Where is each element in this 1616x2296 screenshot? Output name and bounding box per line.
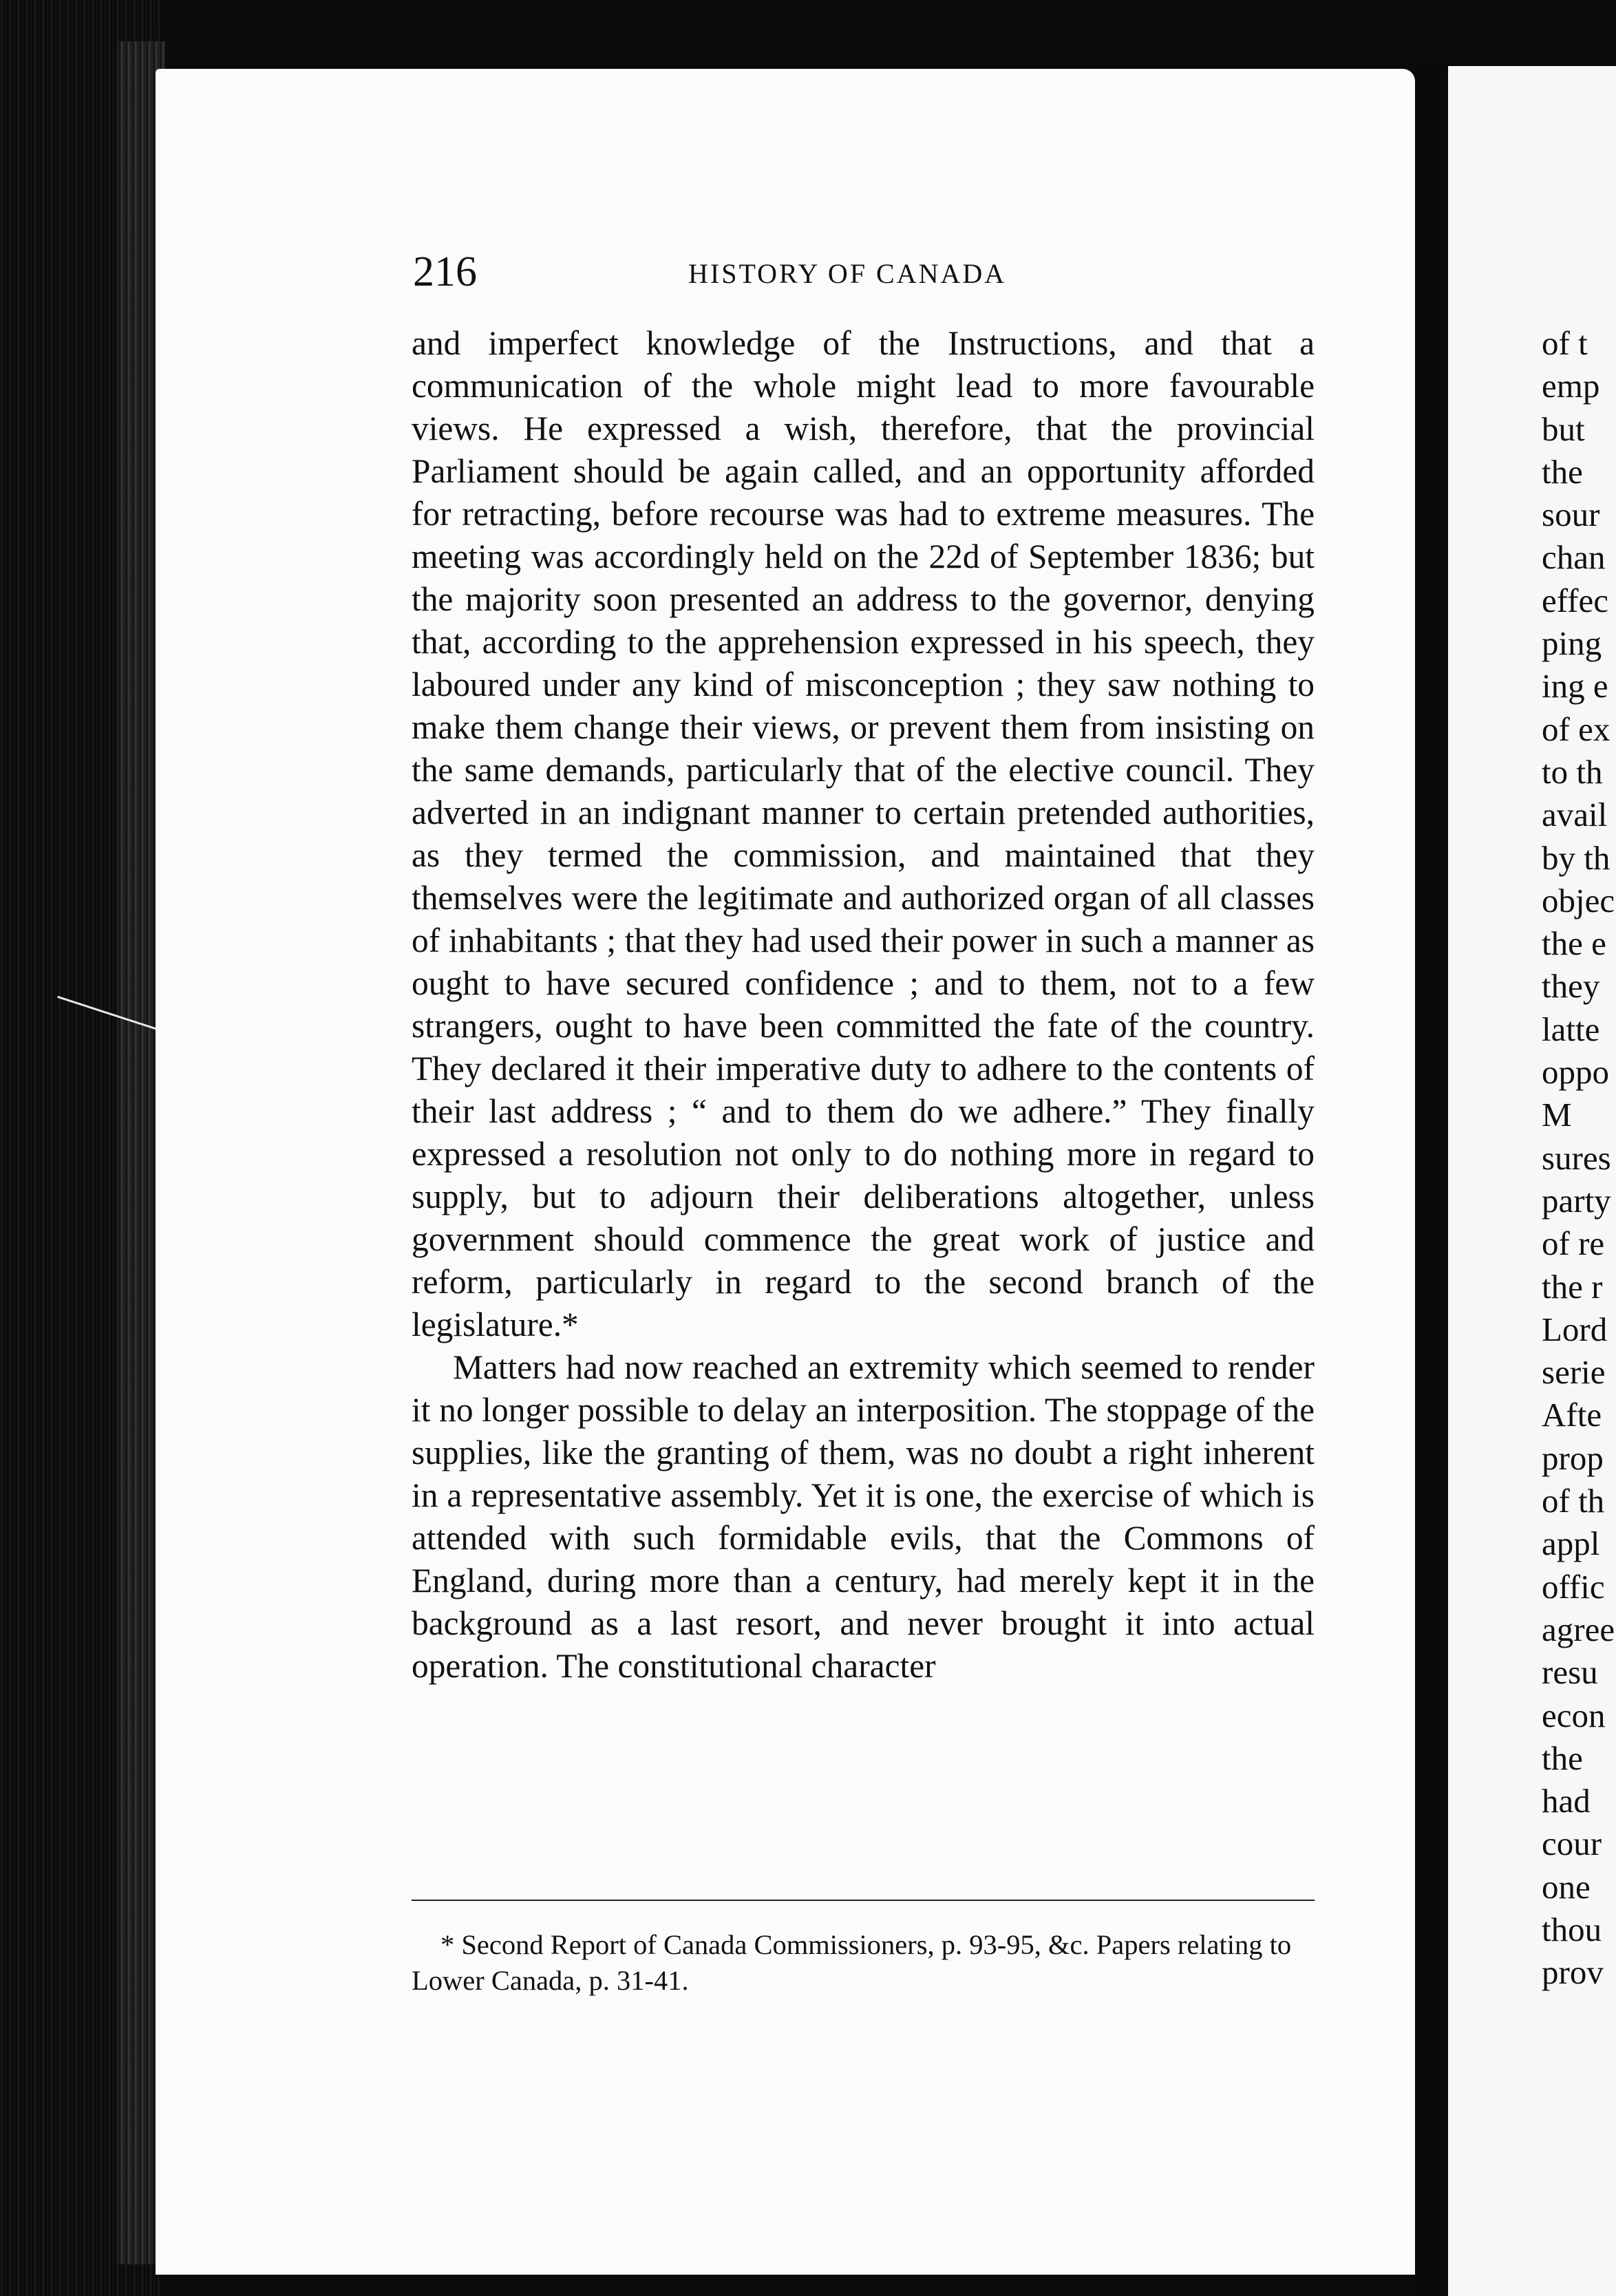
facing-page-line: of t (1542, 324, 1588, 362)
facing-page-line: the r (1542, 1267, 1603, 1306)
facing-page-line: appl (1542, 1524, 1600, 1563)
facing-page-line: the e (1542, 924, 1606, 963)
facing-page-line: to th (1542, 752, 1603, 791)
facing-page-line: the (1542, 452, 1583, 491)
page-header (413, 248, 1308, 310)
facing-page-line: ping (1542, 624, 1602, 663)
facing-page-line: chan (1542, 538, 1606, 577)
facing-page-line: thou (1542, 1910, 1602, 1948)
facing-page-line: offic (1542, 1567, 1605, 1606)
facing-page-line: of th (1542, 1482, 1605, 1520)
facing-page-line: Lord (1542, 1310, 1608, 1348)
facing-page-line: latte (1542, 1010, 1600, 1048)
page-number: 216 (413, 248, 477, 295)
footnote-rule (412, 1900, 1315, 1901)
facing-page-line: the (1542, 1739, 1583, 1777)
facing-page-line: M (1542, 1096, 1572, 1134)
footnote: * Second Report of Canada Commissioners, p. 93-95, &c. Papers relating to Lower Canada, p. 31-41. (412, 1929, 1292, 1996)
facing-page-line: oppo (1542, 1053, 1609, 1092)
facing-page-line: emp (1542, 367, 1600, 405)
body-text (412, 322, 1315, 1688)
facing-page-line: agree (1542, 1610, 1615, 1648)
paragraph: Matters had now reached an extremity which seemed to render it no longer possible to delay an interposition. The stoppage of the supplies, like the granting of them, was no doubt a right inherent in a representative assembly. Yet it is one, the exercise of which is attended with such formidable evils, that the Commons of England, during more than a century, had merely kept it in the background as a last resort, and never brought it into actual operation. The constitutional character (412, 1348, 1315, 1685)
paragraph: and imperfect knowledge of the Instructions, and that a communication of the whole might lead to more favourable views. He expressed a wish, therefore, that the provincial Parliament should be again called, and an opportunity afforded for retracting, before recourse was had to extreme measures. The meeting was accordingly held on the 22d of September 1836; but the majority soon presented an address to the governor, denying that, according to the apprehension expressed in his speech, they laboured under any kind of misconception ; they saw nothing to make them change their views, or prevent them from insisting on the same demands, particularly that of the elective council. They adverted in an indignant manner to certain pretended authorities, as they termed the commission, and maintained that they themselves were the legitimate and authorized organ of all classes of inhabitants ; that they had used their power in such a manner as ought to have secured confidence ; and to them, not to a few strangers, ought to have been committed the fate of the country. They declared it their imperative duty to adhere to the contents of their last address ; “ and to them do we adhere.” They finally expressed a resolution not only to do nothing more in regard to supply, but to adjourn their deliberations altogether, unless government should commence the great work of justice and reform, particularly in regard to the second branch of the legislature.* (412, 324, 1315, 1343)
facing-page-line: party (1542, 1181, 1611, 1220)
page-gutter (1415, 62, 1448, 2296)
facing-page-line: prov (1542, 1953, 1604, 1992)
facing-page-line: had (1542, 1782, 1591, 1820)
facing-page-line: but (1542, 410, 1585, 448)
facing-page-line: Afte (1542, 1396, 1602, 1434)
facing-page-line: sour (1542, 496, 1600, 534)
facing-page-line: avail (1542, 796, 1608, 834)
facing-page-line: objec (1542, 881, 1615, 920)
running-title: HISTORY OF CANADA (688, 258, 1007, 289)
facing-page-line: prop (1542, 1438, 1604, 1477)
facing-page-line: sures (1542, 1138, 1611, 1177)
facing-page-line: serie (1542, 1353, 1606, 1392)
facing-page-line: of ex (1542, 710, 1610, 748)
facing-page-line: cour (1542, 1825, 1602, 1863)
facing-page-line: they (1542, 967, 1600, 1006)
facing-page-line: effec (1542, 581, 1608, 619)
facing-page-line: of re (1542, 1224, 1605, 1263)
facing-page-line: econ (1542, 1696, 1606, 1734)
facing-page-line: ing e (1542, 667, 1608, 705)
facing-page-line: resu (1542, 1653, 1598, 1692)
facing-page-line: by th (1542, 838, 1610, 877)
facing-page-line: one (1542, 1867, 1591, 1906)
facing-page-text (1542, 322, 1616, 1995)
